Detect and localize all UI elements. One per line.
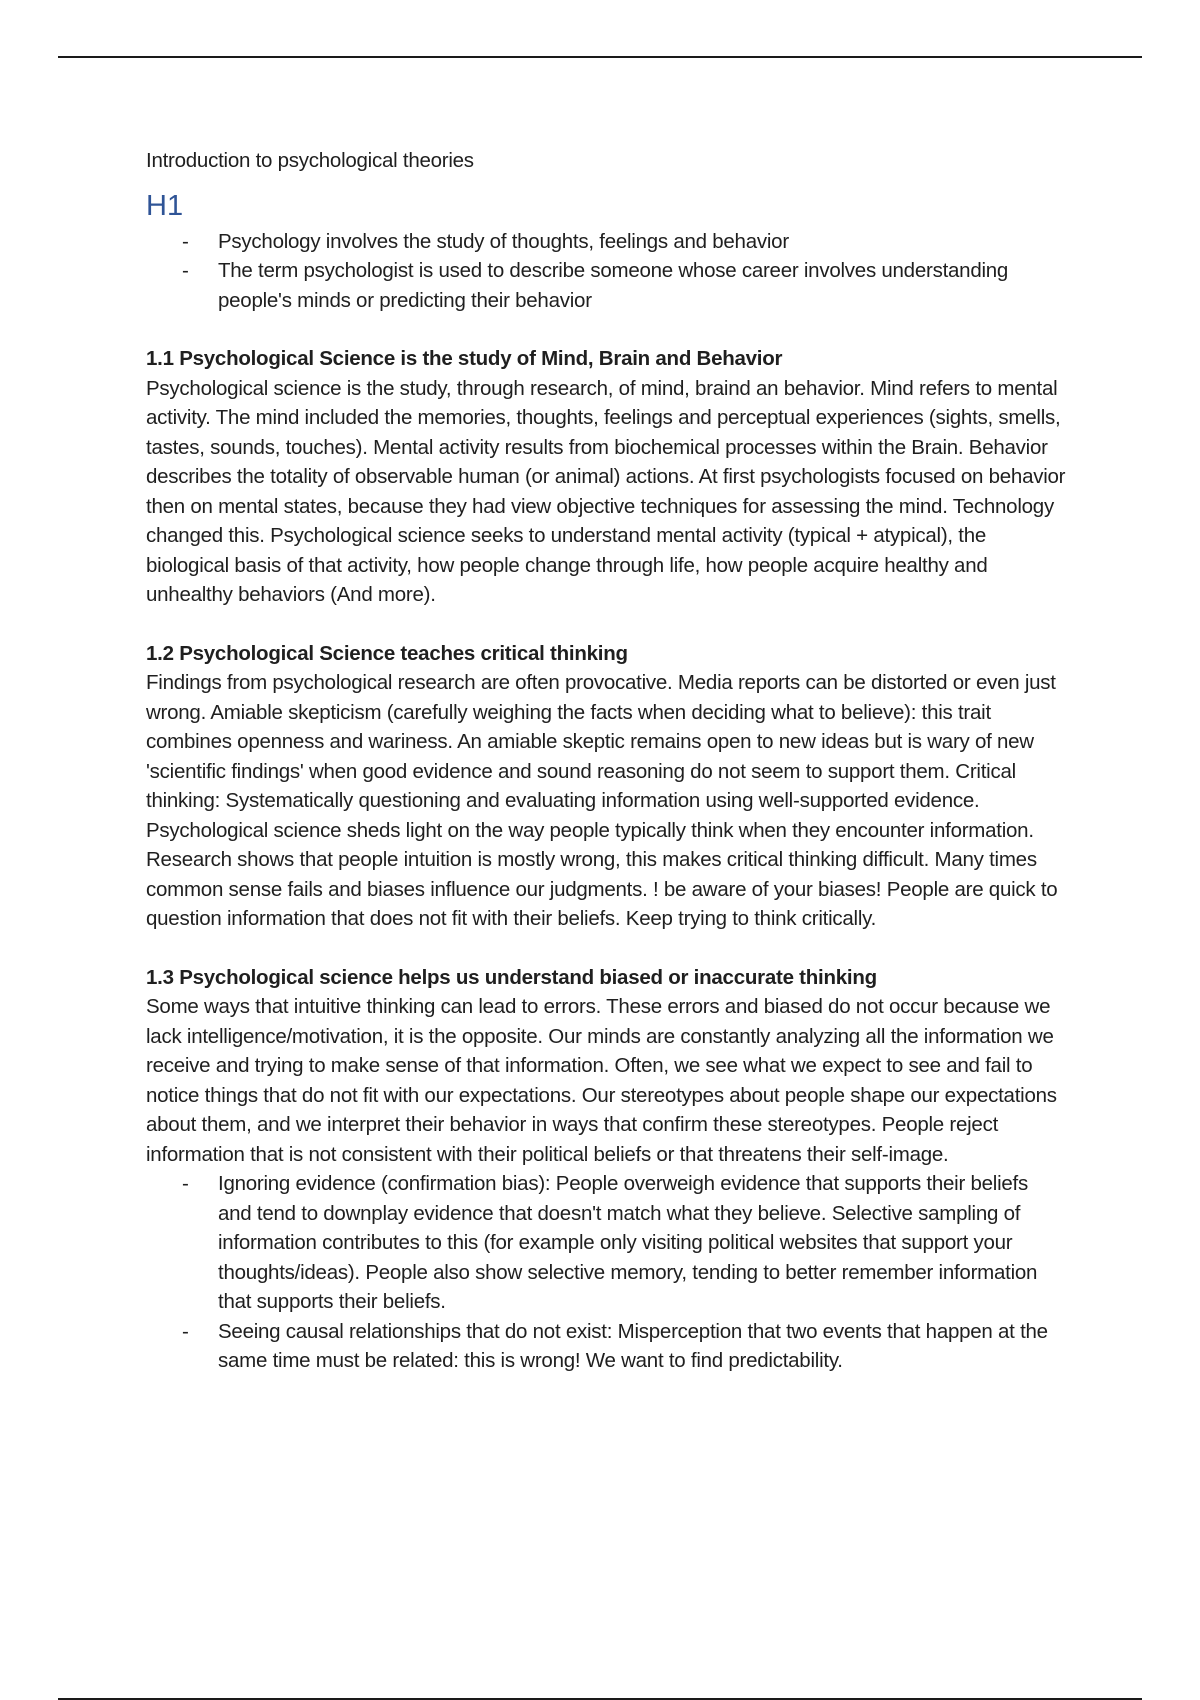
list-item-text: The term psychologist is used to describe someone whose career involves understanding people's minds or predicting their behavior [218,259,1009,312]
section-heading: 1.3 Psychological science helps us understand biased or inaccurate thinking [146,965,877,989]
list-item-text: Ignoring evidence (confirmation bias): People overweigh evidence that supports their beliefs and tend to downplay evidence that doesn't match what they believe. Selective sampling of information contributes to this (for example only visiting political websites that support your thoughts/ideas). People also show selective memory, tending to better remember information that supports their beliefs. [218,1172,1038,1313]
dash-bullet-icon: - [182,1319,189,1343]
list-item [146,1169,1066,1317]
section-1-1 [146,344,1066,610]
dash-bullet-icon: - [182,259,189,282]
dash-bullet-icon: - [182,1172,189,1195]
list-item [146,1317,1066,1376]
section-1-3 [146,963,1066,1376]
dash-bullet-icon: - [182,229,189,253]
list-item-text: Psychology involves the study of thoughts, feelings and behavior [218,229,789,253]
heading-h1: H1 [146,189,184,222]
top-rule [58,56,1142,58]
section-paragraph: Psychological science is the study, through research, of mind, braind an behavior. Mind refers to mental activity. The mind included the memories, thoughts, feelings and perceptual experiences (sights, smells, tastes, sounds, touches). Mental activity results from biochemical processes within the Brain. Behavior describes the totality of observable human (or animal) actions. At first psychologists focused on behavior then on mental states, because they had view objective techniques for assessing the mind. Technology changed this. Psychological science seeks to understand mental activity (typical + atypical), the biological basis of that activity, how people change through life, how people acquire healthy and unhealthy behaviors (And more). [146,376,1066,606]
section-1-2 [146,639,1066,934]
document-title: Introduction to psychological theories [146,149,474,172]
section-paragraph: Some ways that intuitive thinking can lead to errors. These errors and biased do not occur because we lack intelligence/motivation, it is the opposite. Our minds are constantly analyzing all the information we receive and trying to make sense of that information. Often, we see what we expect to see and fail to notice things that do not fit with our expectations. Our stereotypes about people shape our expectations about them, and we interpret their behavior in ways that confirm these stereotypes. People reject information that is not consistent with their political beliefs or that threatens their self-image. [146,995,1057,1166]
section-heading: 1.1 Psychological Science is the study of Mind, Brain and Behavior [146,347,783,370]
section-paragraph: Findings from psychological research are often provocative. Media reports can be distorted or even just wrong. Amiable skepticism (carefully weighing the facts when deciding what to believe): this trait combines openness and wariness. An amiable skeptic remains open to new ideas but is wary of new 'scientific findings' when good evidence and sound reasoning do not seem to support them. Critical thinking: Systematically questioning and evaluating information using well-supported evidence. [146,671,1056,812]
section-heading: 1.2 Psychological Science teaches critical thinking [146,641,628,665]
intro-bullet-list [146,227,1066,316]
bias-bullet-list [146,1169,1066,1376]
document-body [146,146,1066,1376]
list-item [146,227,1066,257]
list-item [146,256,1066,315]
section-paragraph: Psychological science sheds light on the way people typically think when they encounter information. Research shows that people intuition is mostly wrong, this makes critical thinking difficult. Many times common sense fails and biases influence our judgments. ! be aware of your biases! People are quick to question information that does not fit with their beliefs. Keep trying to think critically. [146,818,1058,930]
list-item-text: Seeing causal relationships that do not exist: Misperception that two events that happen at the same time must be related: this is wrong! We want to find predictability. [218,1319,1048,1372]
